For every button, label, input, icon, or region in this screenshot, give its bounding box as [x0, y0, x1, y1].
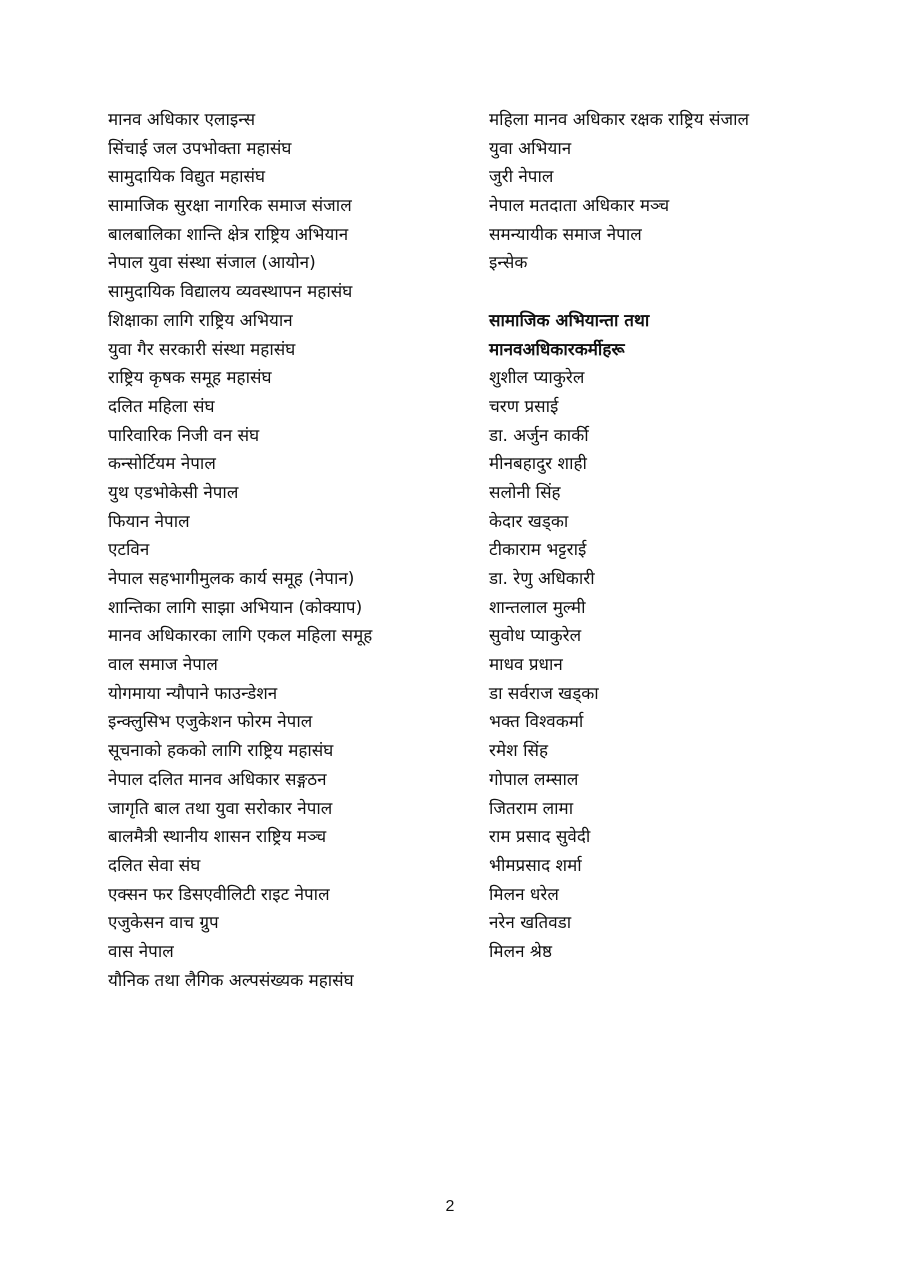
list-item: शान्तिका लागि साझा अभियान (कोक्याप): [108, 597, 363, 618]
person-item: रमेश सिंह: [489, 741, 549, 762]
list-item: एक्सन फर डिसएवीलिटी राइट नेपाल: [108, 884, 330, 905]
person-item: माधव प्रधान: [489, 655, 563, 676]
list-item: सिंचाई जल उपभोक्ता महासंघ: [108, 138, 292, 159]
list-item: युथ एडभोकेसी नेपाल: [108, 482, 239, 503]
person-item: मिलन धरेल: [489, 884, 559, 905]
list-item: वास नेपाल: [108, 941, 174, 962]
list-item: सूचनाको हकको लागि राष्ट्रिय महासंघ: [108, 741, 334, 762]
list-item: शिक्षाका लागि राष्ट्रिय अभियान: [108, 310, 293, 331]
person-item: जितराम लामा: [489, 798, 574, 819]
person-item: गोपाल लम्साल: [489, 769, 579, 790]
list-item: वाल समाज नेपाल: [108, 655, 218, 676]
list-item: नेपाल सहभागीमुलक कार्य समूह (नेपान): [108, 569, 355, 589]
person-item: केदार खड्का: [489, 511, 569, 532]
list-item: राष्ट्रिय कृषक समूह महासंघ: [108, 368, 272, 389]
list-item: इन्सेक: [489, 253, 528, 274]
list-item: समन्यायीक समाज नेपाल: [489, 224, 642, 245]
left-column-organizations: [108, 106, 468, 995]
person-item: भक्त विश्वकर्मा: [489, 712, 584, 733]
list-item: बालमैत्री स्थानीय शासन राष्ट्रिय मञ्च: [108, 827, 327, 848]
list-item: युवा अभियान: [489, 138, 572, 159]
page-number: 2: [445, 1198, 455, 1215]
person-item: नरेन खतिवडा: [489, 913, 572, 934]
list-item: सामाजिक सुरक्षा नागरिक समाज संजाल: [108, 196, 352, 217]
person-item: राम प्रसाद सुवेदी: [489, 827, 591, 848]
section-heading: मानवअधिकारकर्मीहरू: [489, 339, 625, 360]
section-spacer: [489, 278, 869, 307]
person-item: डा. रेणु अधिकारी: [489, 569, 595, 589]
section-heading: सामाजिक अभियान्ता तथा: [489, 310, 650, 331]
person-item: शुशील प्याकुरेल: [489, 368, 585, 389]
list-item: महिला मानव अधिकार रक्षक राष्ट्रिय संजाल: [489, 110, 750, 130]
list-item: कन्सोर्टियम नेपाल: [108, 454, 216, 475]
list-item: यौनिक तथा लैगिक अल्पसंख्यक महासंघ: [108, 970, 354, 991]
list-item: युवा गैर सरकारी संस्था महासंघ: [108, 339, 296, 360]
list-item: जागृति बाल तथा युवा सरोकार नेपाल: [108, 798, 333, 819]
list-item: दलित महिला संघ: [108, 396, 215, 417]
person-item: डा सर्वराज खड्का: [489, 683, 599, 704]
list-item: सामुदायिक विद्यालय व्यवस्थापन महासंघ: [108, 282, 353, 303]
person-item: शान्तलाल मुल्मी: [489, 597, 586, 618]
list-item: बालबालिका शान्ति क्षेत्र राष्ट्रिय अभियान: [108, 224, 349, 245]
person-item: डा. अर्जुन कार्की: [489, 425, 589, 446]
list-item: सामुदायिक विद्युत महासंघ: [108, 167, 266, 188]
list-item: दलित सेवा संघ: [108, 855, 201, 876]
person-item: सलोनी सिंह: [489, 482, 561, 503]
list-item: पारिवारिक निजी वन संघ: [108, 425, 260, 446]
list-item: एजुकेसन वाच ग्रुप: [108, 913, 219, 934]
list-item: मानव अधिकार एलाइन्स: [108, 110, 256, 130]
person-item: टीकाराम भट्टराई: [489, 540, 587, 561]
person-item: सुवोध प्याकुरेल: [489, 626, 582, 647]
list-item: मानव अधिकारका लागि एकल महिला समूह: [108, 626, 373, 647]
list-item: एटविन: [108, 540, 150, 561]
person-item: भीमप्रसाद शर्मा: [489, 855, 582, 876]
list-item: जुरी नेपाल: [489, 167, 554, 188]
person-item: मीनबहादुर शाही: [489, 454, 587, 475]
person-item: चरण प्रसाई: [489, 396, 559, 417]
list-item: योगमाया न्यौपाने फाउन्डेशन: [108, 683, 278, 704]
list-item: फियान नेपाल: [108, 511, 190, 532]
list-item: नेपाल दलित मानव अधिकार सङ्गठन: [108, 769, 327, 790]
right-column: [489, 106, 869, 967]
list-item: नेपाल मतदाता अधिकार मञ्च: [489, 196, 670, 217]
list-item: नेपाल युवा संस्था संजाल (आयोन): [108, 253, 316, 274]
person-item: मिलन श्रेष्ठ: [489, 941, 552, 962]
list-item: इन्क्लुसिभ एजुकेशन फोरम नेपाल: [108, 712, 313, 733]
